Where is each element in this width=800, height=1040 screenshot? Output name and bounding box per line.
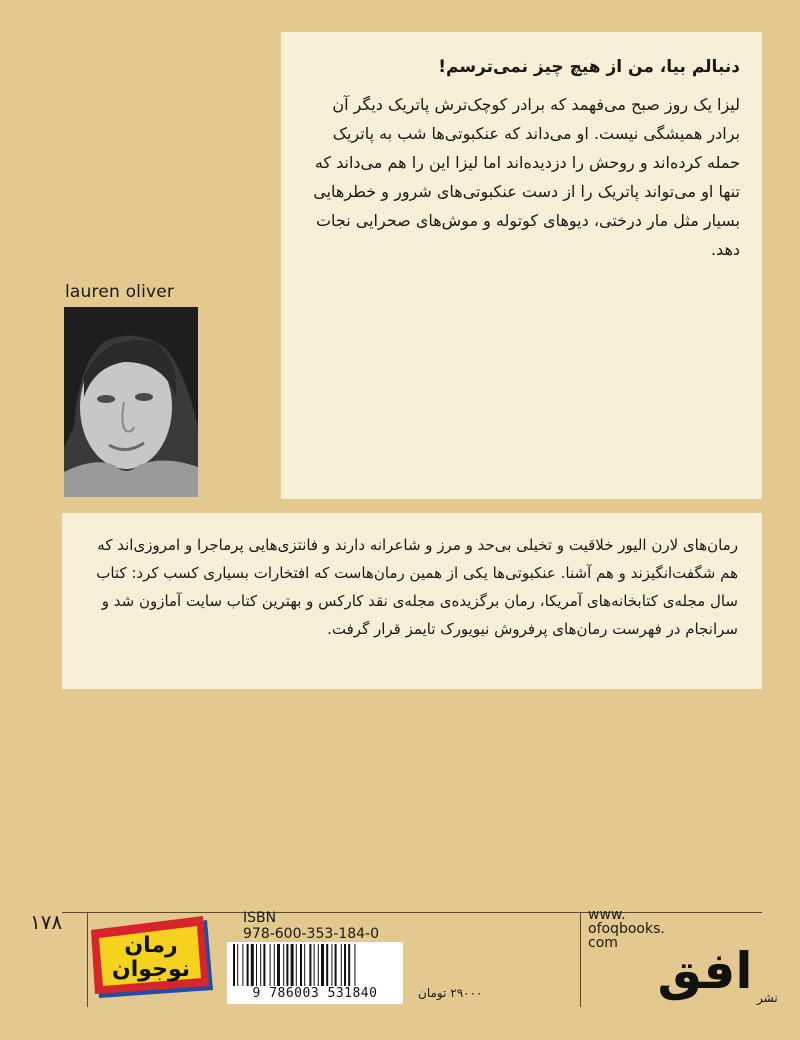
barcode-bar [286, 944, 288, 986]
barcode-bar [354, 944, 355, 986]
about-author-panel [62, 513, 762, 689]
barcode-bar [291, 944, 294, 986]
barcode-digits: 9 786003 531840 [228, 986, 402, 1001]
barcode-bar [263, 944, 265, 986]
barcode-bar [260, 944, 261, 986]
barcode-bar [331, 944, 332, 986]
publisher-logo [645, 928, 778, 1006]
barcode-bar [314, 944, 315, 986]
barcode-bar [318, 944, 319, 986]
barcode-bar [335, 944, 337, 986]
barcode-bar [341, 944, 342, 986]
price: ۲۹۰۰۰ تومان [418, 986, 483, 1000]
website-line: www. [588, 907, 626, 923]
series-logo-line2: نوجوان [111, 957, 191, 982]
blurb-title: دنبالم بیا، من از هیچ چیز نمی‌ترسم! [438, 57, 740, 77]
series-logo [87, 912, 217, 1002]
barcode-bar [296, 944, 297, 986]
barcode-bar [270, 944, 271, 986]
website-line: ofoqbooks. [588, 921, 665, 937]
author-photo [64, 307, 198, 497]
barcode-bar [326, 944, 328, 986]
barcode-bar [321, 944, 324, 986]
page-count: ۱۷۸ [30, 910, 63, 934]
author-name: lauren oliver [65, 282, 175, 302]
barcode-bar [277, 944, 280, 986]
barcode-bar [233, 944, 235, 986]
barcode-bar [300, 944, 302, 986]
isbn-block [243, 910, 379, 942]
publisher-logo-label: نشر [757, 991, 778, 1005]
barcode-bar [247, 944, 249, 986]
barcode-bar [304, 944, 305, 986]
barcode-bar [274, 944, 275, 986]
isbn-label: ISBN [243, 910, 277, 926]
barcode-bar [348, 944, 350, 986]
publisher-logo-name: افق [657, 942, 753, 1000]
blurb-text: لیزا یک روز صبح می‌فهمد که برادر کوچک‌ترش پاتریک دیگر آن برادر همیشگی نیست. او می‌داند که عنکبوتی‌ها شب به پاتریک حمله کرده‌اند و روحش را دزدیده‌اند اما لیزا این را هم می‌داند که تنها او می‌تواند پاتریک را از دست عنکبوتی‌های شرور و خطرهایی بسیار مثل مار درختی، دیوهای کوتوله و موش‌های صحرایی نجات دهد. [313, 95, 740, 259]
isbn-number: 978-600-353-184-0 [243, 926, 380, 942]
website-line: com [588, 935, 618, 951]
about-author-text: رمان‌های لارن الیور خلاقیت و تخیلی بی‌حد و مرز و شاعرانه دارند و فانتزی‌هایی پرماجرا و امروزی‌اند که هم شگفت‌انگیزند و هم آشنا. عنکبوتی‌ها یکی از همین رمان‌هاست که افتخارات بسیاری کسب کرد: کتاب سال مجله‌ی کتابخانه‌های آمریکا، رمان برگزیده‌ی مجله‌ی نقد کارکس و بهترین کتاب سایت آمازون شد و سرانجام در فهرست رمان‌های پرفروش نیویورک تایمز قرار گرفت. [96, 536, 738, 638]
footer-divider [580, 912, 581, 1007]
barcode-bar [251, 944, 254, 986]
blurb-panel [281, 32, 762, 499]
barcode-bar [256, 944, 257, 986]
barcode-bar [309, 944, 311, 986]
series-logo-line1: رمان [124, 933, 178, 958]
barcode-bar [237, 944, 238, 986]
barcode-bar [283, 944, 284, 986]
barcode-bar [242, 944, 243, 986]
barcode-bar [344, 944, 346, 986]
